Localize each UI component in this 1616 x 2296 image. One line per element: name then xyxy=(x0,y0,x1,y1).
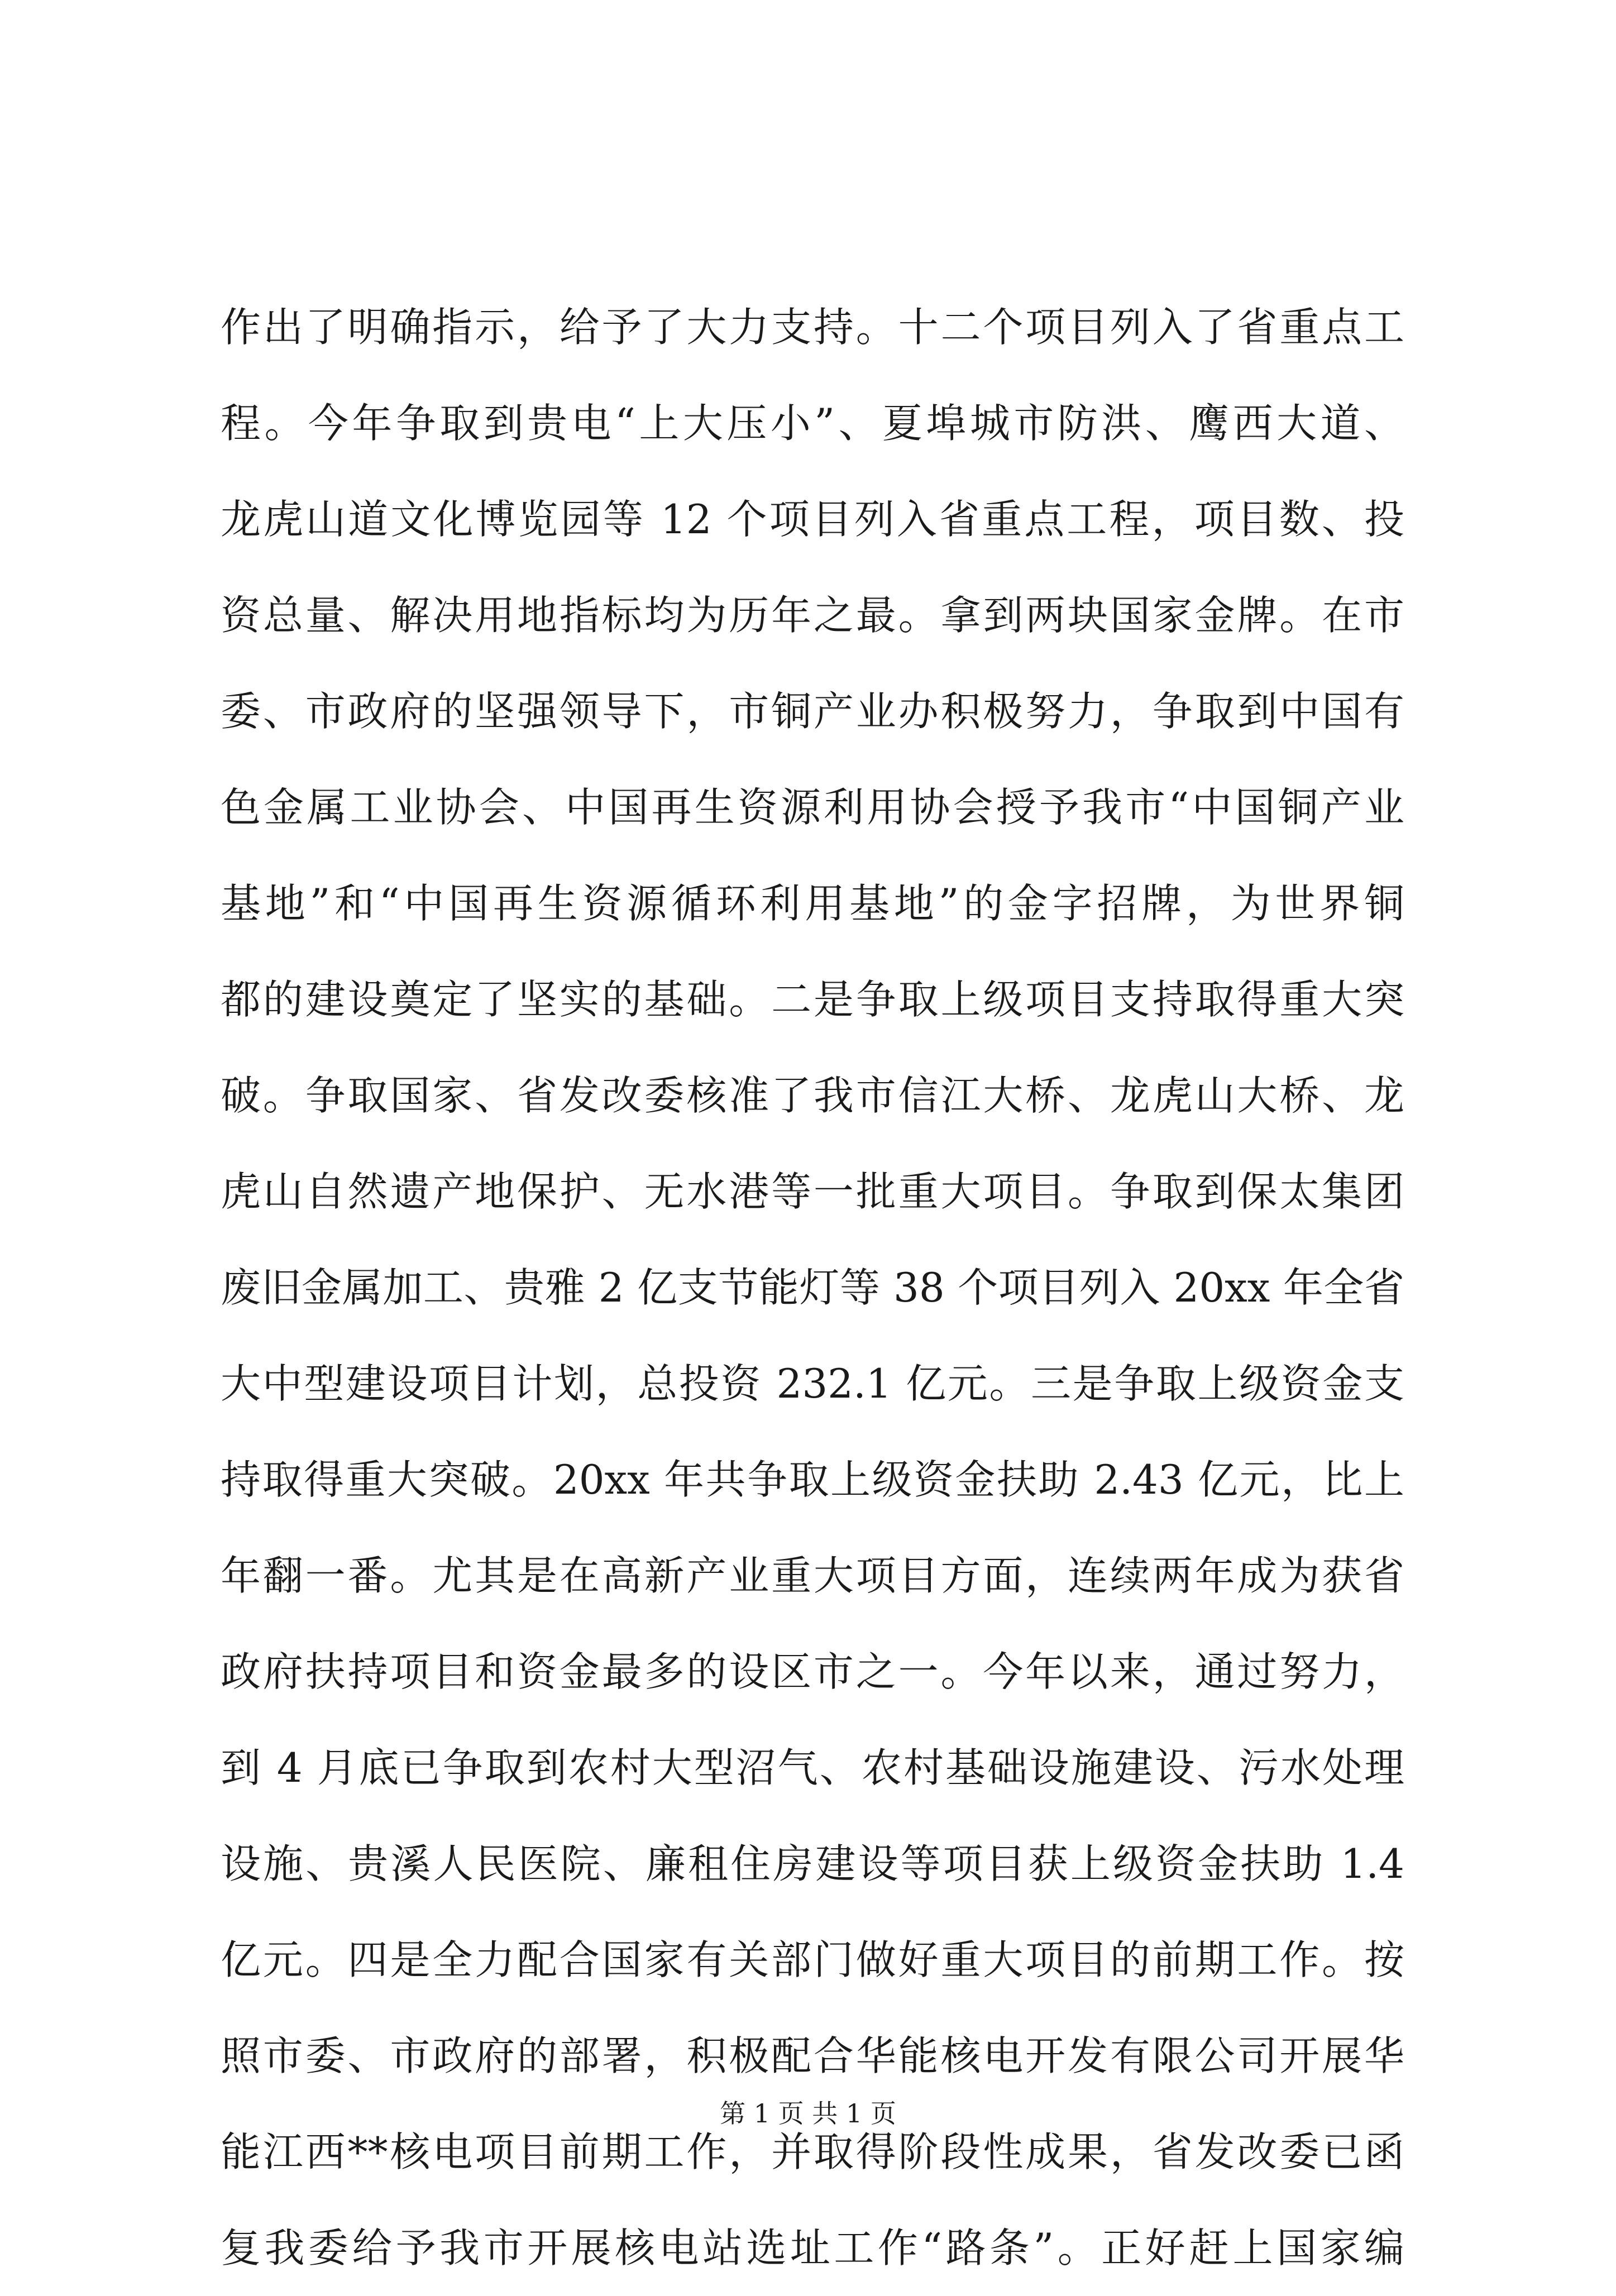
text-line: 龙虎山道文化博览园等 12 个项目列入省重点工程，项目数、投 xyxy=(221,496,1404,543)
text-line: 委、市政府的坚强领导下，市铜产业办积极努力，争取到中国有 xyxy=(221,688,1404,735)
text-line: 资总量、解决用地指标均为历年之最。拿到两块国家金牌。在市 xyxy=(221,592,1404,639)
text-line: 破。争取国家、省发改委核准了我市信江大桥、龙虎山大桥、龙 xyxy=(221,1072,1404,1119)
text-line: 设施、贵溪人民医院、廉租住房建设等项目获上级资金扶助 1.4 xyxy=(221,1840,1404,1887)
text-line: 能江西**核电项目前期工作，并取得阶段性成果，省发改委已函 xyxy=(221,2128,1404,2175)
text-line: 虎山自然遗产地保护、无水港等一批重大项目。争取到保太集团 xyxy=(221,1168,1404,1215)
text-line: 大中型建设项目计划，总投资 232.1 亿元。三是争取上级资金支 xyxy=(221,1360,1404,1407)
text-line: 程。今年争取到贵电“上大压小”、夏埠城市防洪、鹰西大道、 xyxy=(221,400,1404,447)
text-line: 持取得重大突破。20xx 年共争取上级资金扶助 2.43 亿元，比上 xyxy=(221,1456,1404,1503)
text-line: 都的建设奠定了坚实的基础。二是争取上级项目支持取得重大突 xyxy=(221,976,1404,1023)
text-line: 作出了明确指示，给予了大力支持。十二个项目列入了省重点工 xyxy=(221,304,1404,351)
text-line: 政府扶持项目和资金最多的设区市之一。今年以来，通过努力， xyxy=(221,1648,1404,1695)
text-line: 废旧金属加工、贵雅 2 亿支节能灯等 38 个项目列入 20xx 年全省 xyxy=(221,1264,1404,1311)
text-line: 到 4 月底已争取到农村大型沼气、农村基础设施建设、污水处理 xyxy=(221,1744,1404,1791)
text-line: 照市委、市政府的部署，积极配合华能核电开发有限公司开展华 xyxy=(221,2032,1404,2079)
text-line: 复我委给予我市开展核电站选址工作“路条”。正好赶上国家编 xyxy=(221,2225,1404,2271)
page-footer xyxy=(0,2097,1616,2130)
page-number-label: 第 1 页 共 1 页 xyxy=(720,2098,896,2128)
text-line: 年翻一番。尤其是在高新产业重大项目方面，连续两年成为获省 xyxy=(221,1552,1404,1599)
body-text xyxy=(221,279,1404,2296)
text-line: 基地”和“中国再生资源循环利用基地”的金字招牌，为世界铜 xyxy=(221,880,1404,927)
text-line: 色金属工业协会、中国再生资源利用协会授予我市“中国铜产业 xyxy=(221,784,1404,831)
text-line: 亿元。四是全力配合国家有关部门做好重大项目的前期工作。按 xyxy=(221,1936,1404,1983)
